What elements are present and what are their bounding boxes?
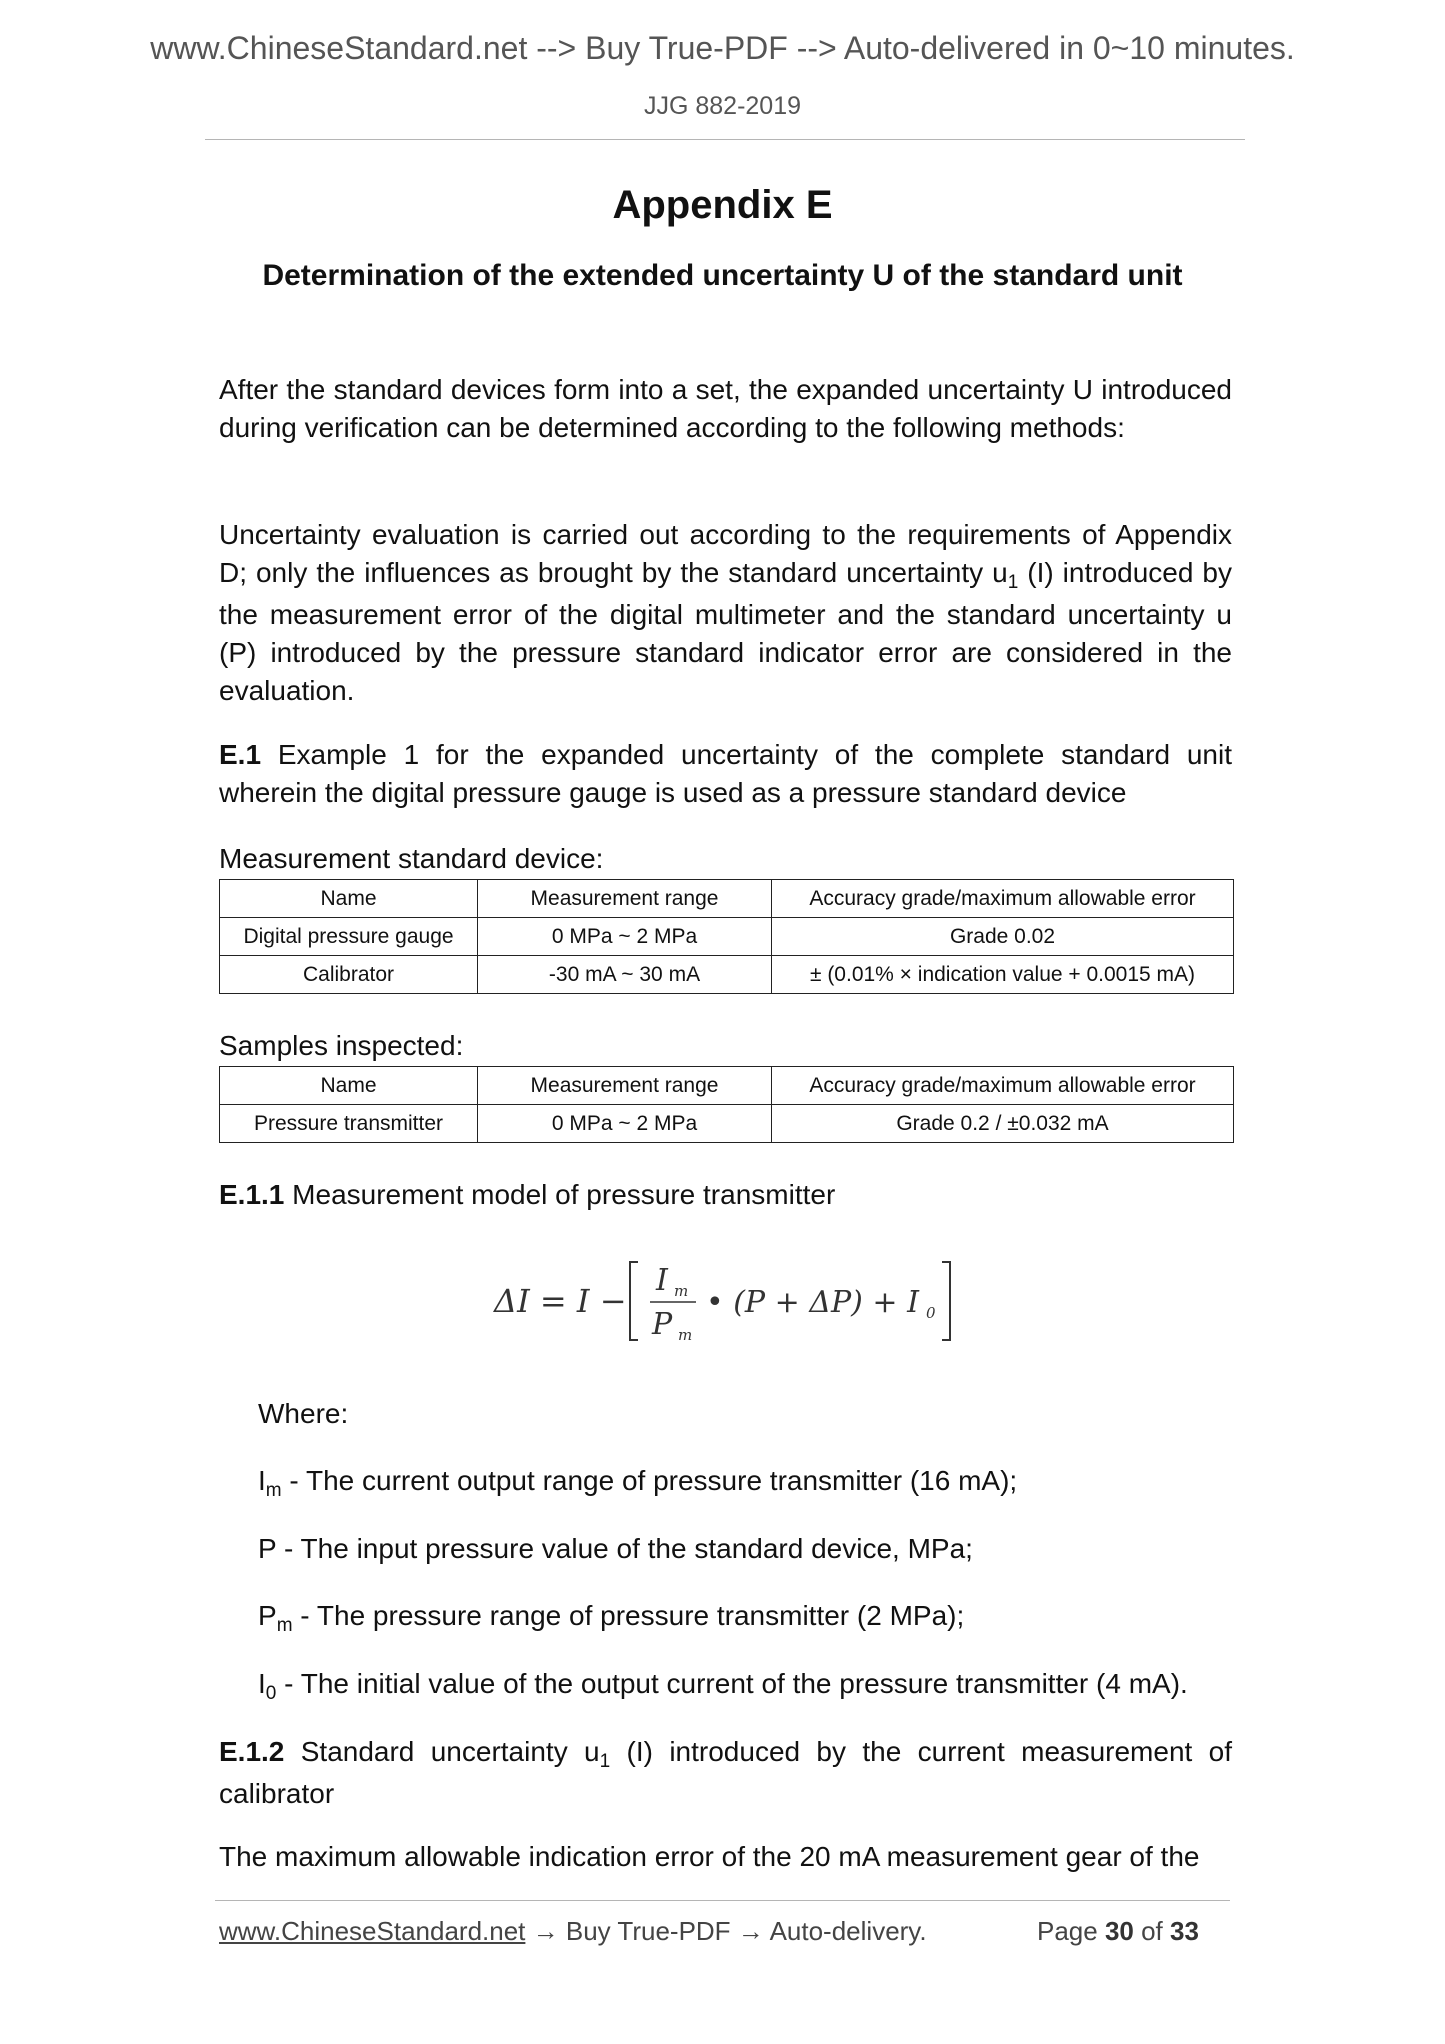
page-total: 33	[1170, 1916, 1199, 1946]
footer-text: www.ChineseStandard.net → Buy True-PDF → Auto-delivery.	[219, 1916, 927, 1946]
table-cell: 0 MPa ~ 2 MPa	[478, 918, 772, 956]
table-row	[220, 918, 1234, 956]
appendix-subtitle: Determination of the extended uncertainty U of the standard unit	[262, 259, 1183, 292]
table-cell: ± (0.01% × indication value + 0.0015 mA)	[772, 956, 1234, 994]
page-indicator: Page 30 of 33	[1037, 1916, 1199, 1946]
measurement-model-formula	[490, 1256, 970, 1346]
model-heading: E.1.1 Measurement model of pressure transmitter	[219, 1179, 836, 1210]
evaluation-paragraph: Uncertainty evaluation is carried out according to the requirements of Appendix D; only the influences as brought by the standard uncertainty $u_1$ (I) introduced by the measurement error of the digital multimeter and the standard uncertainty u (P) introduced by the pressure standard indicator error are considered in the evaluation.	[219, 519, 1232, 706]
doc-number: JJG 882-2019	[643, 92, 802, 120]
uncertainty-heading: E.1.2 Standard uncertainty $u_1$ (I) introduced by the current measurement of calibrator	[219, 1736, 1233, 1809]
intro-paragraph: After the standard devices form into a set, the expanded uncertainty U introduced during verification can be determined according to the following methods:	[219, 374, 1232, 443]
column-header-name: Name	[220, 1067, 478, 1105]
samples-table	[219, 1066, 1234, 1143]
where-label: Where:	[258, 1398, 349, 1429]
footer-link[interactable]: www.ChineseStandard.net	[219, 1916, 526, 1946]
formula-left-bracket	[630, 1262, 638, 1340]
table-row	[220, 1105, 1234, 1143]
table-cell: -30 mA ~ 30 mA	[478, 956, 772, 994]
table-header-row	[220, 880, 1234, 918]
formula-remainder: • (P + ΔP) + I	[706, 1285, 919, 1320]
formula-numerator-sub: m	[674, 1282, 689, 1300]
definition-item: $I_0$ - The initial value of the output current of the pressure transmitter (4 mA).	[258, 1668, 1188, 1704]
table-cell: 0 MPa ~ 2 MPa	[478, 1105, 772, 1143]
table-cell: Calibrator	[220, 956, 478, 994]
table-cell: Grade 0.02	[772, 918, 1234, 956]
definition-item: $P_m$ - The pressure range of pressure transmitter (2 MPa);	[258, 1600, 965, 1636]
formula-numerator: I	[656, 1263, 668, 1298]
column-header-range: Measurement range	[478, 1067, 772, 1105]
table-cell: Grade 0.2 / ±0.032 mA	[772, 1105, 1234, 1143]
column-header-accuracy: Accuracy grade/maximum allowable error	[772, 880, 1234, 918]
table-header-row	[220, 1067, 1234, 1105]
appendix-title: Appendix E	[612, 183, 833, 227]
example-heading: E.1 Example 1 for the expanded uncertainty of the complete standard unit wherein the digital pressure gauge is used as a pressure standard device	[219, 739, 1232, 808]
table1-caption: Measurement standard device:	[219, 843, 604, 874]
table-cell: Pressure transmitter	[220, 1105, 478, 1143]
column-header-accuracy: Accuracy grade/maximum allowable error	[772, 1067, 1234, 1105]
header-banner[interactable]: www.ChineseStandard.net --> Buy True-PDF --> Auto-delivered in 0~10 minutes.	[150, 30, 1295, 66]
formula-right-bracket	[942, 1262, 950, 1340]
table2-caption: Samples inspected:	[219, 1030, 464, 1061]
standard-device-table	[219, 879, 1234, 994]
table-cell: Digital pressure gauge	[220, 918, 478, 956]
column-header-range: Measurement range	[478, 880, 772, 918]
header-divider	[205, 139, 1245, 140]
formula-denominator: P	[652, 1307, 673, 1342]
formula-remainder-sub: 0	[926, 1304, 936, 1322]
definition-item: P - The input pressure value of the standard device, MPa;	[258, 1533, 973, 1564]
formula-lhs: ΔI = I −	[494, 1282, 627, 1320]
page-current: 30	[1104, 1916, 1134, 1946]
footer-divider	[215, 1900, 1230, 1901]
column-header-name: Name	[220, 880, 478, 918]
table-row	[220, 956, 1234, 994]
continuation-paragraph: The maximum allowable indication error of the 20 mA measurement gear of the	[219, 1841, 1200, 1872]
formula-denominator-sub: m	[678, 1326, 693, 1344]
definition-item: $I_m$ - The current output range of pressure transmitter (16 mA);	[258, 1465, 1018, 1501]
